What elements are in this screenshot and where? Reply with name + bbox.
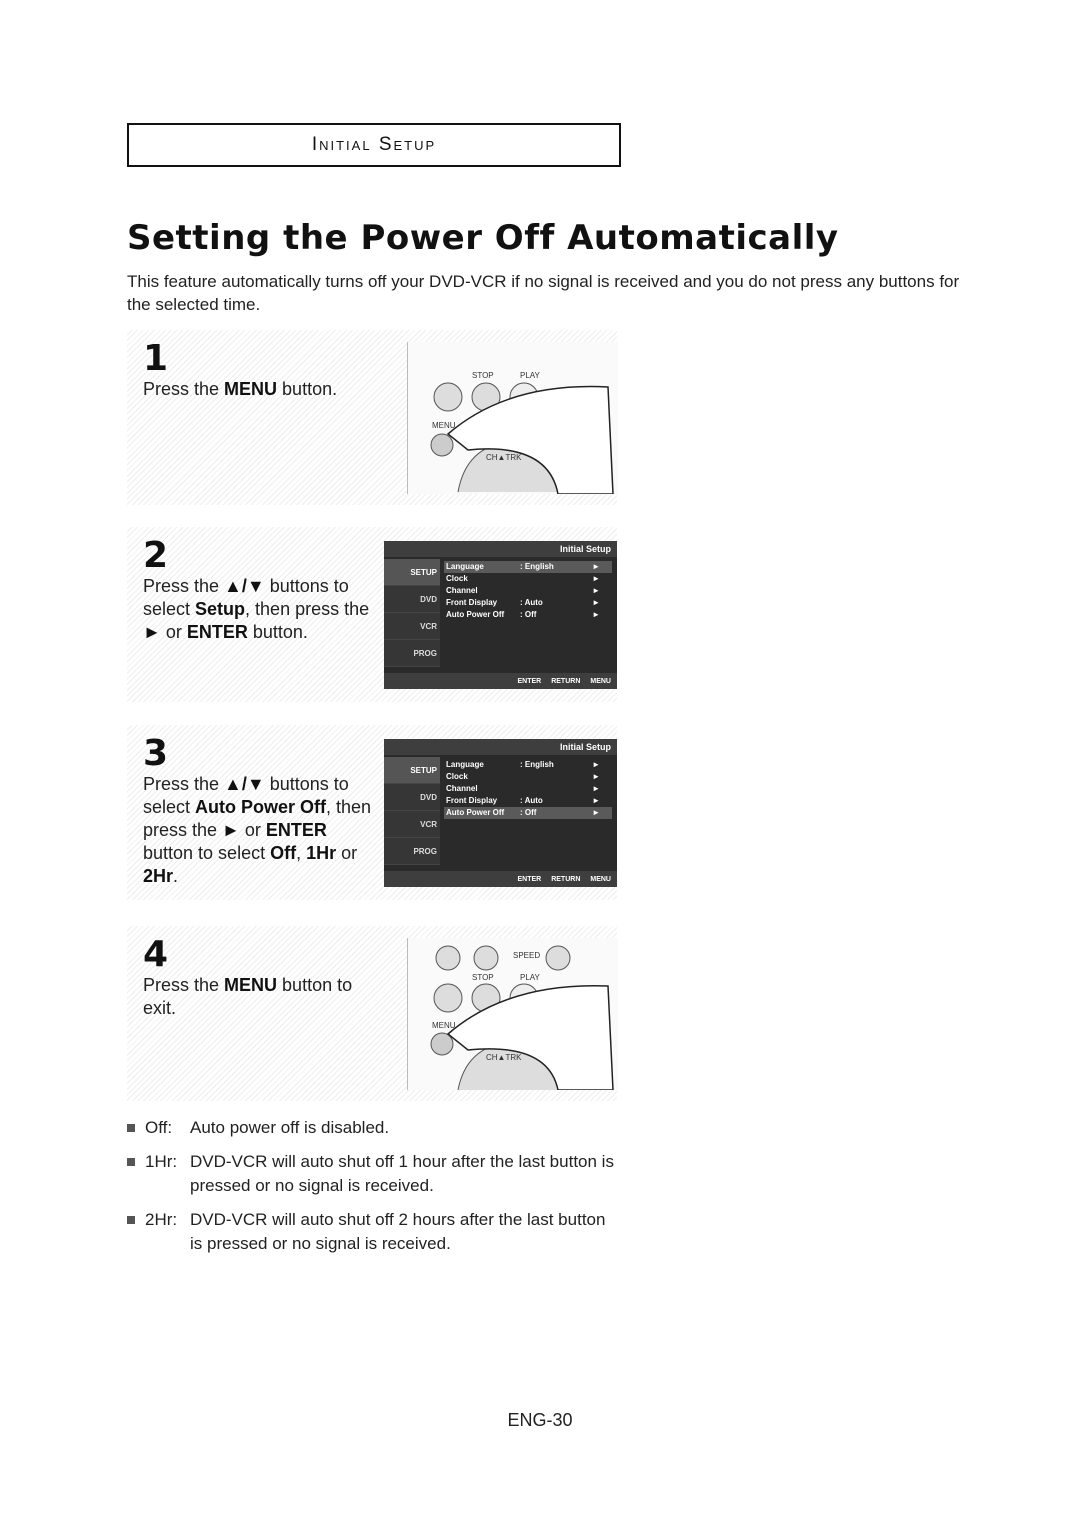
osd-tab-vcr: VCR — [384, 613, 440, 640]
osd-tab-vcr: VCR — [384, 811, 440, 838]
note-description: Auto power off is disabled. — [190, 1118, 390, 1137]
speed-label: SPEED — [513, 951, 541, 960]
osd-tab-dvd: DVD — [384, 784, 440, 811]
bullet-icon — [127, 1124, 135, 1132]
osd-row: Channel ► — [446, 784, 600, 793]
bullet-icon — [127, 1158, 135, 1166]
osd-row: Language : English ► — [444, 561, 612, 573]
osd-row: Auto Power Off : Off ► — [444, 807, 612, 819]
play-label: PLAY — [520, 371, 540, 380]
section-header-box — [127, 123, 621, 167]
osd-row: Channel ► — [446, 586, 600, 595]
ch-trk-label: CH▲TRK — [486, 453, 522, 462]
osd-row: Clock ► — [446, 772, 600, 781]
osd-menu-screen — [384, 541, 617, 689]
page-number: ENG-30 — [507, 1410, 573, 1430]
bullet-icon — [127, 1216, 135, 1224]
section-title: Initial Setup — [311, 134, 437, 155]
list-item — [127, 1208, 627, 1256]
note-term: 1Hr: — [145, 1152, 178, 1171]
osd-enter-hint: ENTER — [517, 875, 542, 883]
osd-menu-screen — [384, 739, 617, 887]
osd-tab-setup: SETUP — [384, 757, 440, 784]
remote-illustration — [407, 342, 618, 494]
step-text: Press the MENU button to exit. — [143, 975, 353, 1018]
osd-footer — [384, 673, 617, 689]
note-term: Off: — [145, 1118, 173, 1137]
osd-return-hint: RETURN — [551, 875, 581, 883]
step-number: 1 — [143, 338, 169, 379]
osd-tab-prog: PROG — [384, 640, 440, 667]
play-label: PLAY — [520, 973, 540, 982]
ch-trk-label: CH▲TRK — [486, 1053, 522, 1062]
stop-label: STOP — [472, 973, 494, 982]
osd-tab-dvd: DVD — [384, 586, 440, 613]
osd-header: Initial Setup — [384, 541, 617, 557]
osd-option-list — [444, 759, 612, 819]
stop-label: STOP — [472, 371, 494, 380]
osd-return-hint: RETURN — [551, 677, 581, 685]
menu-label: MENU — [432, 1021, 456, 1030]
osd-tab-setup: SETUP — [384, 559, 440, 586]
osd-menu-hint: MENU — [590, 875, 611, 883]
osd-enter-hint: ENTER — [517, 677, 542, 685]
osd-menu-hint: MENU — [590, 677, 611, 685]
step-number: 2 — [143, 535, 169, 576]
note-term: 2Hr: — [145, 1210, 178, 1229]
option-notes — [127, 1116, 627, 1266]
osd-footer — [384, 871, 617, 887]
osd-tab-prog: PROG — [384, 838, 440, 865]
step-1 — [127, 330, 617, 505]
osd-header: Initial Setup — [384, 739, 617, 755]
step-number: 4 — [143, 934, 169, 975]
step-number: 3 — [143, 733, 169, 774]
osd-row: Front Display : Auto ► — [446, 598, 600, 607]
list-item — [127, 1116, 627, 1140]
note-description: DVD-VCR will auto shut off 1 hour after the last button is pressed or no signal is received. — [190, 1152, 614, 1195]
note-description: DVD-VCR will auto shut off 2 hours after the last button is pressed or no signal is received. — [190, 1210, 606, 1253]
step-2 — [127, 527, 617, 702]
osd-sidebar — [384, 757, 440, 865]
step-text: Press the MENU button. — [143, 379, 338, 399]
osd-row: Language : English ► — [446, 760, 600, 769]
menu-label: MENU — [432, 421, 456, 430]
step-text: Press the ▲/▼ buttons to select Setup, then press the ► or ENTER button. — [143, 576, 370, 642]
page-title: Setting the Power Off Automatically — [127, 218, 839, 258]
osd-row: Clock ► — [446, 574, 600, 583]
step-text: Press the ▲/▼ buttons to select Auto Power Off, then press the ► or ENTER button to select Off, 1Hr or 2Hr. — [143, 774, 372, 886]
osd-option-list — [444, 561, 612, 621]
intro-paragraph: This feature automatically turns off your DVD-VCR if no signal is received and you do not press any buttons for the selected time. — [127, 272, 960, 314]
remote-illustration — [407, 938, 618, 1090]
step-4 — [127, 926, 617, 1101]
osd-row: Auto Power Off : Off ► — [446, 610, 600, 619]
list-item — [127, 1150, 627, 1198]
osd-sidebar — [384, 559, 440, 667]
step-3 — [127, 725, 617, 900]
osd-row: Front Display : Auto ► — [446, 796, 600, 805]
